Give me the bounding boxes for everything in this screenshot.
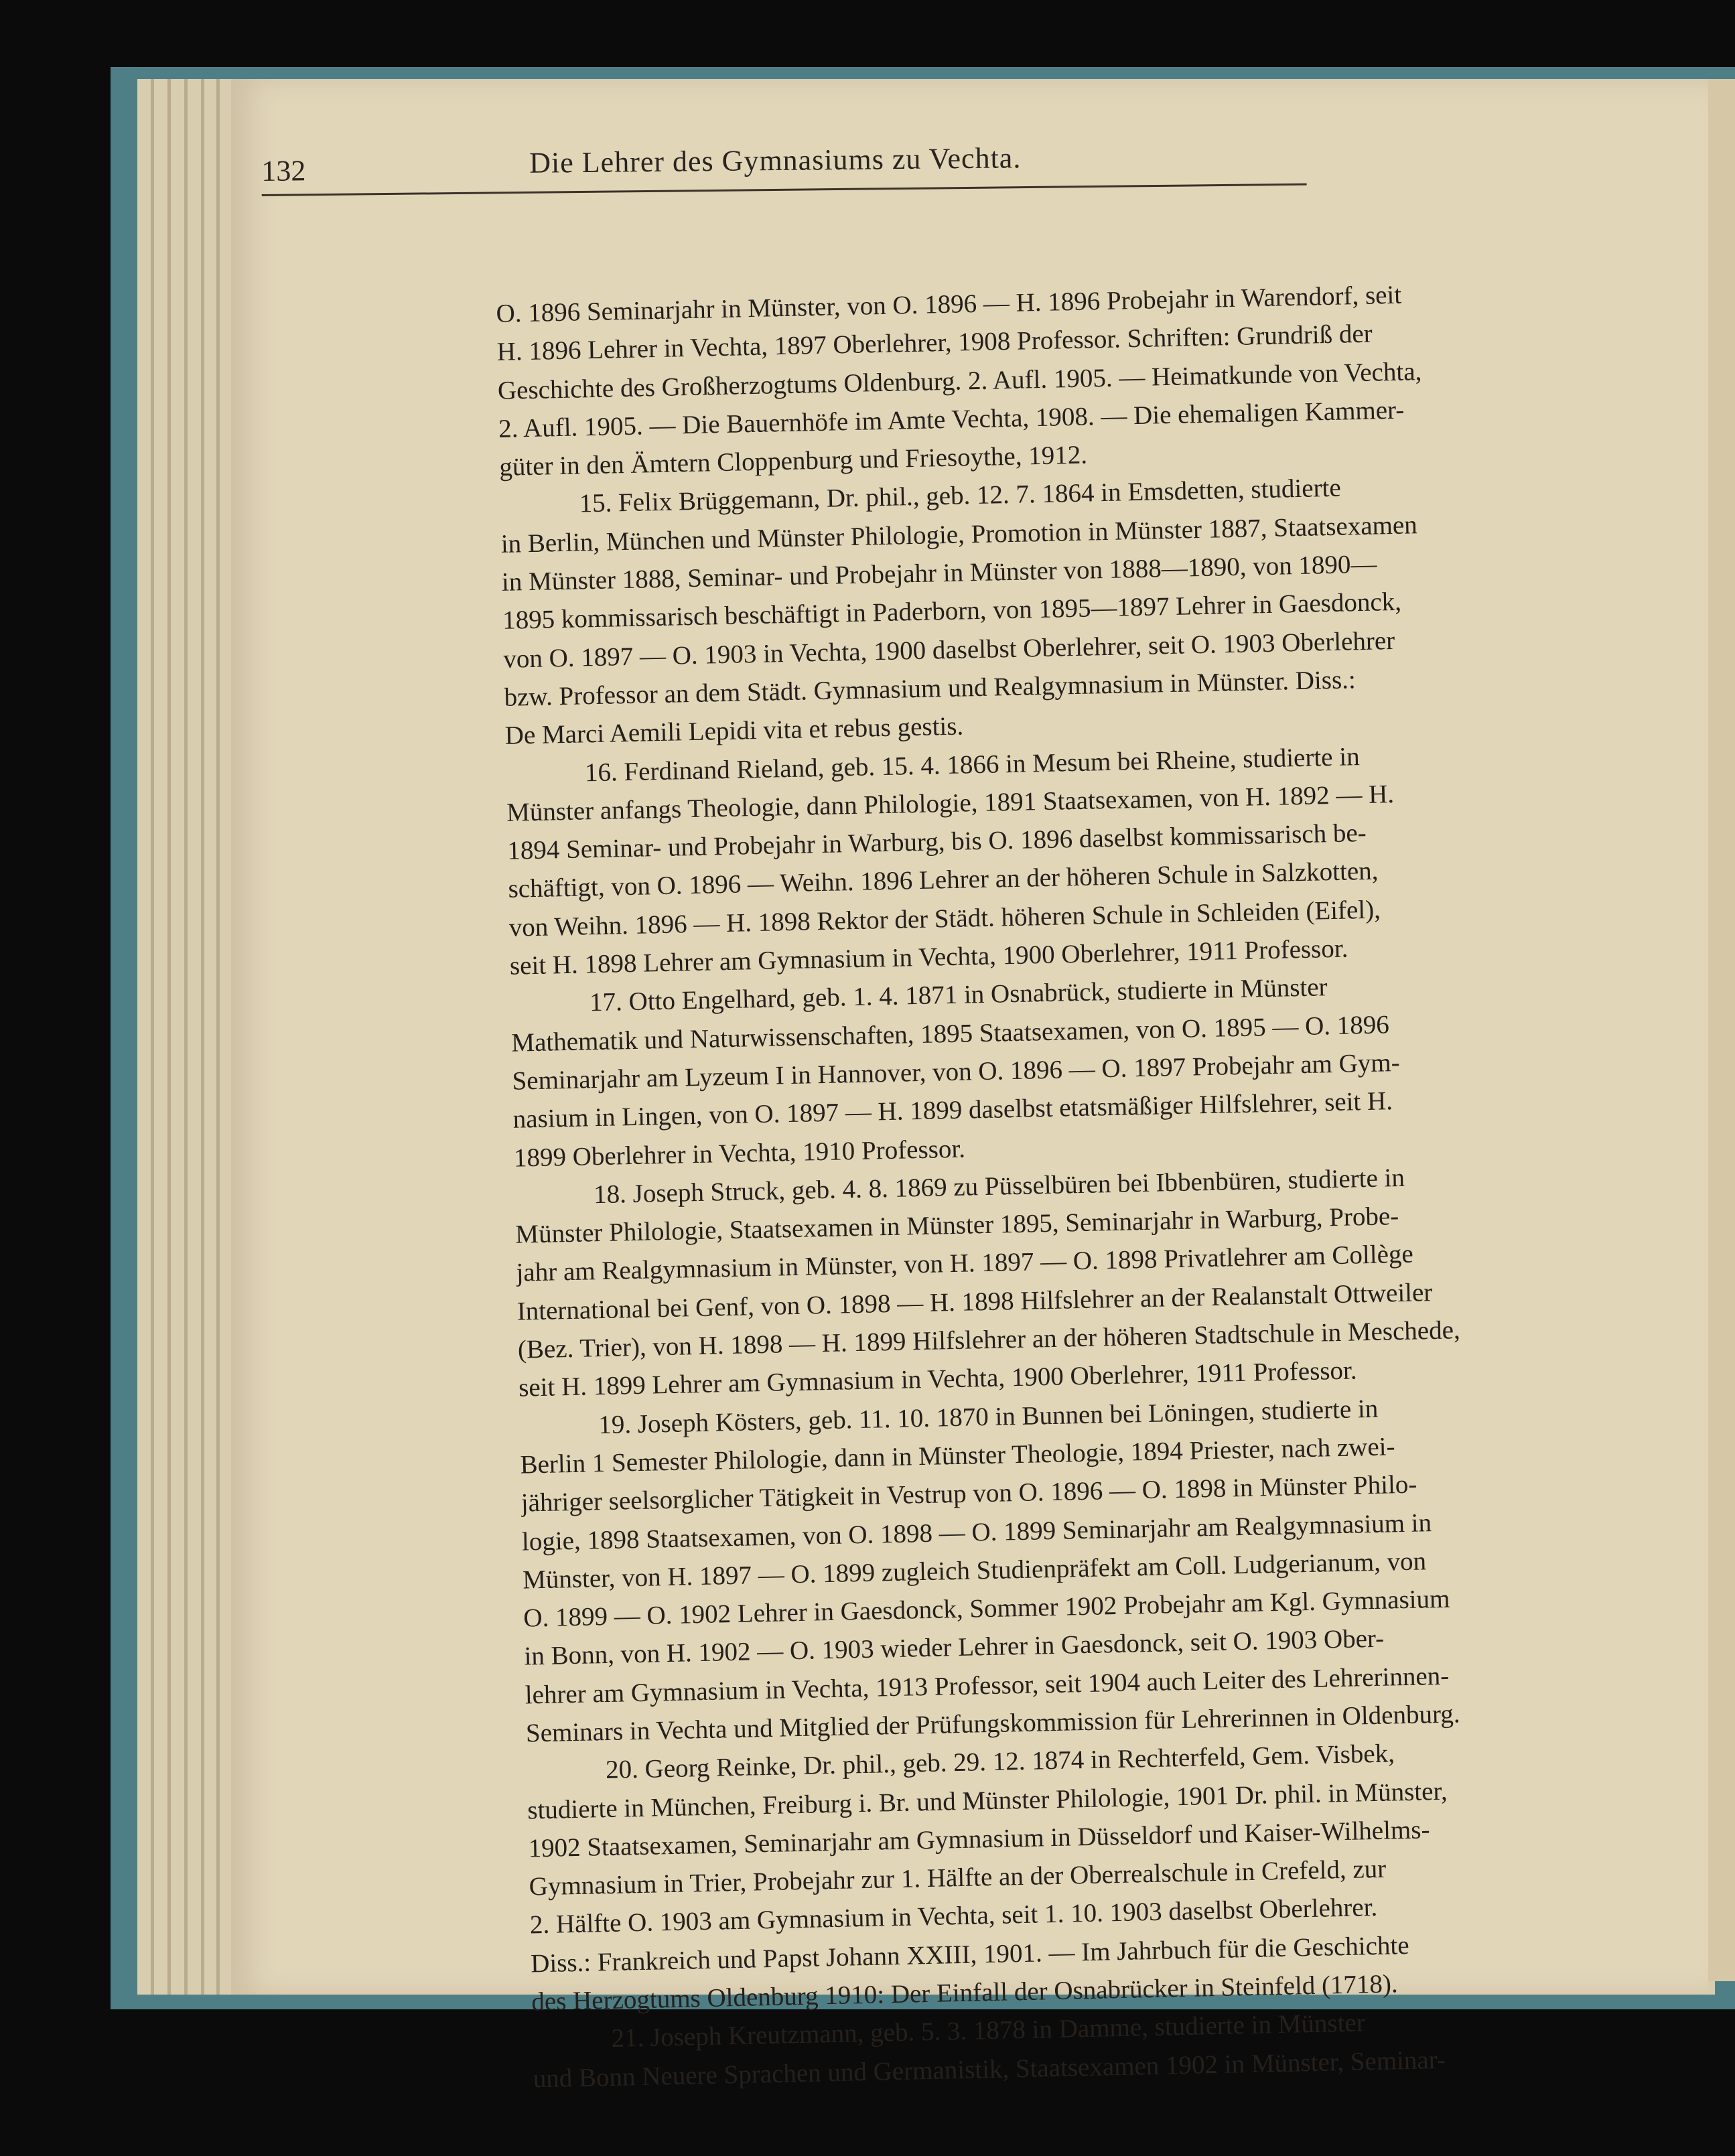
facing-page-edge bbox=[1707, 79, 1735, 1981]
text-line: Geschichte des Großherzogtums Oldenburg. 2. Aufl. 1905. — Heimatkunde von Vechta, bbox=[497, 356, 1422, 405]
text-line: schäftigt, von O. 1896 — Weihn. 1896 Lehrer an der höheren Schule in Salzkotten, bbox=[508, 857, 1379, 904]
text-line: O. 1899 — O. 1902 Lehrer in Gaesdonck, Sommer 1902 Probejahr am Kgl. Gymnasium bbox=[523, 1584, 1450, 1633]
text-line: Seminarjahr am Lyzeum I in Hannover, von O. 1896 — O. 1897 Probejahr am Gym- bbox=[512, 1048, 1401, 1096]
running-head bbox=[261, 138, 1307, 196]
text-line: in Berlin, München und Münster Philologie, Promotion in Münster 1887, Staatsexamen bbox=[500, 510, 1418, 559]
text-line: nasium in Lingen, von O. 1897 — H. 1899 daselbst etatsmäßiger Hilfslehrer, seit H. bbox=[512, 1086, 1393, 1134]
text-line: und Bonn Neuere Sprachen und Germanistik, Staatsexamen 1902 in Münster, Seminar- bbox=[533, 2045, 1446, 2094]
text-line: jahr am Realgymnasium in Münster, von H. 1897 — O. 1898 Privatlehrer am Collège bbox=[516, 1240, 1414, 1288]
text-line: Diss.: Frankreich und Papst Johann XXIII, 1901. — Im Jahrbuch für die Geschichte bbox=[530, 1930, 1410, 1979]
text-line: 2. Aufl. 1905. — Die Bauernhöfe im Amte Vechta, 1908. — Die ehemaligen Kammer- bbox=[498, 395, 1405, 443]
text-line: in Bonn, von H. 1902 — O. 1903 wieder Lehrer in Gaesdonck, seit O. 1903 Ober- bbox=[524, 1624, 1385, 1671]
text-line: 1894 Seminar- und Probejahr in Warburg, bis O. 1896 daselbst kommissarisch be- bbox=[506, 818, 1367, 865]
entry-first-line: 19. Joseph Kösters, geb. 11. 10. 1870 in Bunnen bei Löningen, studierte in bbox=[598, 1394, 1379, 1439]
entry-first-line: 16. Ferdinand Rieland, geb. 15. 4. 1866 in Mesum bei Rheine, studierte in bbox=[584, 741, 1360, 787]
text-line: lehrer am Gymnasium in Vechta, 1913 Professor, seit 1904 auch Leiter des Lehrerinnen- bbox=[525, 1661, 1450, 1710]
body-text bbox=[496, 273, 1600, 2098]
text-line: O. 1896 Seminarjahr in Münster, von O. 1896 — H. 1896 Probejahr in Warendorf, seit bbox=[496, 280, 1402, 328]
text-line: des Herzogtums Oldenburg 1910: Der Einfall der Osnabrücker in Steinfeld (1718). bbox=[531, 1969, 1399, 2017]
text-line: De Marci Aemili Lepidi vita et rebus gestis. bbox=[504, 711, 964, 751]
text-line: bzw. Professor an dem Städt. Gymnasium und Realgymnasium in Münster. Diss.: bbox=[504, 665, 1357, 712]
text-line: 1899 Oberlehrer in Vechta, 1910 Professor. bbox=[513, 1134, 966, 1173]
text-line: 2. Hälfte O. 1903 am Gymnasium in Vechta, seit 1. 10. 1903 daselbst Oberlehrer. bbox=[529, 1893, 1378, 1940]
text-line: Seminars in Vechta und Mitglied der Prüfungskommission für Lehrerinnen in Oldenburg. bbox=[525, 1699, 1460, 1748]
page-number: 132 bbox=[261, 154, 306, 188]
text-line: Berlin 1 Semester Philologie, dann in Münster Theologie, 1894 Priester, nach zwei- bbox=[520, 1432, 1395, 1480]
text-line: Münster anfangs Theologie, dann Philologie, 1891 Staatsexamen, von H. 1892 — H. bbox=[506, 779, 1395, 827]
entry-first-line: 21. Joseph Kreutzmann, geb. 5. 3. 1878 in Damme, studierte in Münster bbox=[611, 2008, 1366, 2054]
text-line: 1895 kommissarisch beschäftigt in Paderborn, von 1895—1897 Lehrer in Gaesdonck, bbox=[502, 587, 1402, 636]
text-line: seit H. 1899 Lehrer am Gymnasium in Vechta, 1900 Oberlehrer, 1911 Professor. bbox=[518, 1356, 1357, 1403]
entry-first-line: 18. Joseph Struck, geb. 4. 8. 1869 zu Püsselbüren bei Ibbenbüren, studierte in bbox=[593, 1163, 1405, 1210]
text-line: von O. 1897 — O. 1903 in Vechta, 1900 daselbst Oberlehrer, seit O. 1903 Oberlehrer bbox=[502, 626, 1395, 674]
text-line: 1902 Staatsexamen, Seminarjahr am Gymnasium in Düsseldorf und Kaiser-Wilhelms- bbox=[528, 1815, 1430, 1863]
text-line: Gymnasium in Trier, Probejahr zur 1. Hälfte an der Oberrealschule in Crefeld, zur bbox=[529, 1854, 1387, 1901]
text-line: International bei Genf, von O. 1898 — H. 1898 Hilfslehrer an der Realanstalt Ottweiler bbox=[516, 1277, 1433, 1326]
entry-first-line: 15. Felix Brüggemann, Dr. phil., geb. 12. 7. 1864 in Emsdetten, studierte bbox=[579, 474, 1342, 518]
text-line: seit H. 1898 Lehrer am Gymnasium in Vechta, 1900 Oberlehrer, 1911 Professor. bbox=[509, 934, 1348, 981]
entry-first-line: 17. Otto Engelhard, geb. 1. 4. 1871 in Osnabrück, studierte in Münster bbox=[589, 973, 1328, 1017]
text-line: in Münster 1888, Seminar- und Probejahr in Münster von 1888—1890, von 1890— bbox=[501, 549, 1377, 597]
page-title: Die Lehrer des Gymnasiums zu Vechta. bbox=[529, 141, 1022, 179]
text-line: H. 1896 Lehrer in Vechta, 1897 Oberlehrer, 1908 Professor. Schriften: Grundriß der bbox=[496, 319, 1373, 367]
text-line: von Weihn. 1896 — H. 1898 Rektor der Städt. höheren Schule in Schleiden (Eifel), bbox=[508, 895, 1381, 942]
text-line: studierte in München, Freiburg i. Br. und Münster Philologie, 1901 Dr. phil. in Münster, bbox=[527, 1776, 1448, 1825]
text-line: Münster, von H. 1897 — O. 1899 zugleich Studienpräfekt am Coll. Ludgerianum, von bbox=[522, 1547, 1427, 1595]
text-line: güter in den Ämtern Cloppenburg und Friesoythe, 1912. bbox=[498, 440, 1088, 482]
entry-first-line: 20. Georg Reinke, Dr. phil., geb. 29. 12. 1874 in Rechterfeld, Gem. Visbek, bbox=[605, 1739, 1395, 1785]
text-line: Münster Philologie, Staatsexamen in Münster 1895, Seminarjahr in Warburg, Probe- bbox=[514, 1202, 1399, 1249]
text-line: (Bez. Trier), von H. 1898 — H. 1899 Hilfslehrer an der höheren Stadtschule in Meschede, bbox=[517, 1315, 1461, 1364]
text-line: jähriger seelsorglicher Tätigkeit in Vestrup von O. 1896 — O. 1898 in Münster Philo- bbox=[520, 1469, 1417, 1518]
text-line: logie, 1898 Staatsexamen, von O. 1898 — O. 1899 Seminarjahr am Realgymnasium in bbox=[521, 1508, 1432, 1557]
text-line: Mathematik und Naturwissenschaften, 1895 Staatsexamen, von O. 1895 — O. 1896 bbox=[510, 1009, 1390, 1058]
